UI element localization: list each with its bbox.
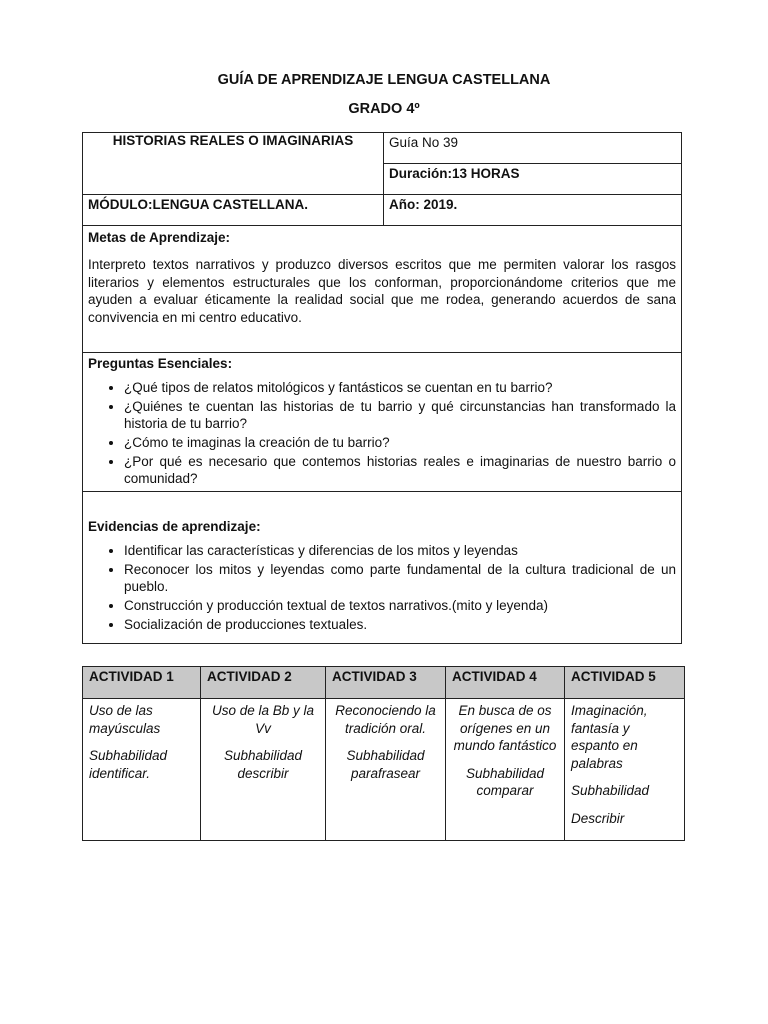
list-item: • ¿Por qué es necesario que contemos historias reales e imaginarias de nuestro barrio o comunidad? xyxy=(124,453,676,487)
activity-header: ACTIVIDAD 1 xyxy=(83,667,201,699)
evidencias-label: Evidencias de aprendizaje: xyxy=(88,519,261,534)
activity-title: Imaginación, fantasía y espanto en palabras xyxy=(571,703,648,771)
metas-section xyxy=(83,226,682,353)
list-item: • Construcción y producción textual de textos narrativos.(mito y leyenda) xyxy=(124,597,676,614)
activity-subskill: Subhabilidad parafrasear xyxy=(346,748,425,781)
activity-title: Reconociendo la tradición oral. xyxy=(335,703,436,736)
activity-cell xyxy=(201,699,326,841)
evidencias-section xyxy=(83,492,682,644)
activity-subskill: Subhabilidad xyxy=(571,783,650,798)
topic-cell xyxy=(83,133,384,195)
module: MÓDULO:LENGUA CASTELLANA. xyxy=(88,197,308,212)
activity-cell xyxy=(446,699,565,841)
document-title: GUÍA DE APRENDIZAJE LENGUA CASTELLANA xyxy=(217,72,551,88)
activity-header: ACTIVIDAD 5 xyxy=(565,667,685,699)
year: Año: 2019. xyxy=(389,197,458,212)
activities-table xyxy=(82,666,685,841)
activity-subskill: Subhabilidad comparar xyxy=(465,765,545,798)
activity-cell xyxy=(326,699,446,841)
list-item: • ¿Quiénes te cuentan las historias de tu barrio y qué circunstancias han transformado la historia de tu barrio? xyxy=(124,398,676,432)
topic-label: HISTORIAS REALES O IMAGINARIAS xyxy=(112,133,354,148)
activity-subskill: Subhabilidad describir xyxy=(223,748,303,781)
metas-label: Metas de Aprendizaje: xyxy=(88,230,231,245)
list-item: • Reconocer los mitos y leyendas como parte fundamental de la cultura tradicional de un pueblo. xyxy=(124,561,676,595)
preguntas-section xyxy=(83,353,682,492)
activity-title: Uso de la Bb y la Vv xyxy=(211,703,315,736)
activity-title: Uso de las mayúsculas xyxy=(89,703,161,736)
guide-number-cell xyxy=(384,133,682,164)
preguntas-label: Preguntas Esenciales: xyxy=(88,356,233,371)
year-cell xyxy=(384,195,682,226)
list-item: • Socialización de producciones textuales. xyxy=(124,616,676,633)
guide-header-table xyxy=(82,132,682,644)
activity-cell xyxy=(565,699,685,841)
metas-text: Interpreto textos narrativos y produzco diversos escritos que me permiten valorar los rasgos literarios y elementos estructurales que los conforman, proporcionándome criterios que me ayuden a evaluar éticamente la realidad social que me rodea, generando acuerdos de sana convivencia en mi centro educativo. xyxy=(88,257,676,325)
activity-subskill-detail: Describir xyxy=(571,810,625,826)
list-item: • Identificar las características y diferencias de los mitos y leyendas xyxy=(124,542,676,559)
list-item: • ¿Cómo te imaginas la creación de tu barrio? xyxy=(124,434,676,451)
activity-subskill: Subhabilidad identificar. xyxy=(89,748,168,781)
activity-header: ACTIVIDAD 4 xyxy=(446,667,565,699)
activity-header: ACTIVIDAD 2 xyxy=(201,667,326,699)
list-item: • ¿Qué tipos de relatos mitológicos y fantásticos se cuentan en tu barrio? xyxy=(124,379,676,396)
duration-cell xyxy=(384,164,682,195)
activity-cell xyxy=(83,699,201,841)
module-cell xyxy=(83,195,384,226)
grade-title: GRADO 4º xyxy=(348,101,420,117)
activity-title: En busca de os orígenes en un mundo fantástico xyxy=(453,703,557,753)
evidencias-list xyxy=(88,542,676,633)
duration: Duración:13 HORAS xyxy=(389,166,520,181)
preguntas-list xyxy=(88,379,676,487)
activity-header: ACTIVIDAD 3 xyxy=(326,667,446,699)
guide-number: Guía No 39 xyxy=(389,135,459,150)
